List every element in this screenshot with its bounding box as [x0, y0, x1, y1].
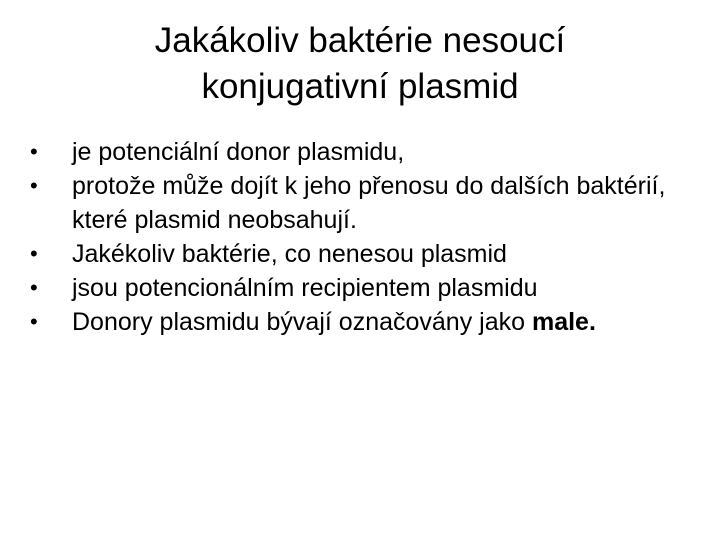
bullet-item-1 — [30, 135, 700, 169]
bullet-text: Jakékoliv baktérie, co nenesou plasmid — [72, 240, 507, 268]
bullet-marker: • — [30, 173, 38, 198]
slide-title-line-1: Jakákoliv baktérie nesoucí — [154, 21, 566, 60]
bullet-text: Donory plasmidu bývají označovány jako — [72, 308, 532, 336]
bullet-text: je potenciální donor plasmidu, — [72, 138, 405, 166]
bullet-marker: • — [30, 275, 38, 300]
bullet-marker: • — [30, 241, 38, 266]
bullet-marker: • — [30, 139, 38, 164]
bullet-item-4 — [30, 271, 700, 305]
bullet-item-5 — [30, 305, 700, 339]
bullet-text: jsou potencionálním recipientem plasmidu — [72, 274, 538, 302]
bullet-text-bold: male. — [531, 308, 596, 336]
bullet-list — [30, 135, 700, 339]
bullet-item-2 — [30, 169, 700, 237]
bullet-item-3 — [30, 237, 700, 271]
bullet-marker: • — [30, 309, 38, 334]
slide-title-line-2: konjugativní plasmid — [201, 67, 519, 106]
slide-title — [40, 18, 680, 110]
bullet-text: protože může dojít k jeho přenosu do dalších baktérií, které plasmid neobsahují. — [72, 172, 666, 234]
